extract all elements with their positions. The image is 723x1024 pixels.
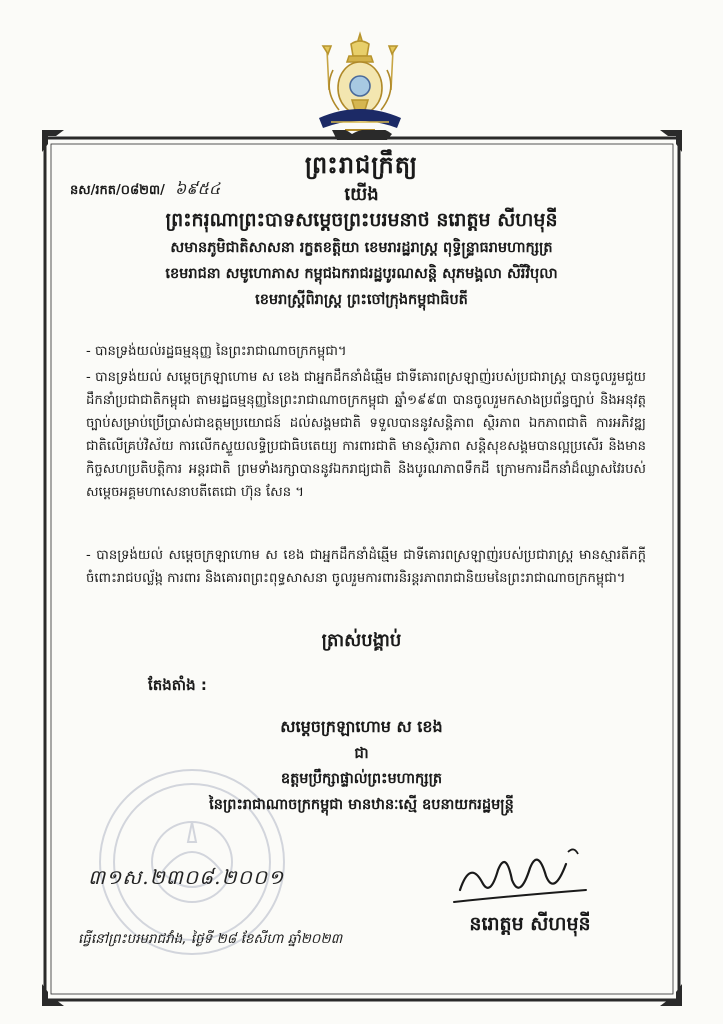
article-label: តែងតាំង : — [148, 676, 207, 694]
king-title-line-3: ខេមរាស្ត្រីពិរាស្ត្រ ព្រះចៅក្រុងកម្ពុជាធិបតី — [255, 292, 468, 308]
appointee-role-line-1: ឧត្តមប្រឹក្សាផ្ទាល់ព្រះមហាក្សត្រ — [280, 771, 443, 787]
king-title-line-2: ខេមរាជនា សមូហោភាស កម្ពុជឯករាជរដ្ឋបូរណសន្តិ សុភមង្គលា សិរីវិបុលា — [165, 266, 558, 282]
royal-signature — [450, 840, 590, 910]
consideration-paragraph-2: - បានទ្រង់យល់ សម្តេចក្រឡាហោម ស ខេង ជាអ្នកដឹកនាំដំឆ្មើម ជាទីគោរពស្រឡាញ់របស់ប្រជារាស្ត្រ បានចូលរួមជួយដឹកនាំប្រជាជាតិកម្ពុជា តាមរដ្ឋធម្មនុញ្ញនៃព្រះរាជាណាចក្រកម្ពុជា ឆ្នាំ១៩៩៣ បានចូលរួមកសាងប្រព័ន្ធច្បាប់ និងអនុវត្តច្បាប់សម្រាប់ប្រើប្រាស់ជាឧត្តមប្រយោជន៍ ដល់សង្គមជាតិ ទទួលបាននូវសន្តិភាព ស្ថិរភាព ឯកភាពជាតិ ការអភិវឌ្ឍជាតិលើគ្រប់វិស័យ ការលើកស្ទួយលទ្ធិប្រជាធិបតេយ្យ ការពារជាតិ មានស្ថិរភាព សន្តិសុខសង្គមបានល្អប្រសើរ និងមានកិច្ចសហប្រតិបត្តិការ អន្តរជាតិ ព្រមទាំងរក្សាបាននូវឯករាជ្យជាតិ និងបូរណភាពទឹកដី ក្រោមការដឹកនាំដ៏ឈ្លាសវៃរបស់ សម្តេចអគ្គមហាសេនាបតីតេជោ ហ៊ុន សែន ។ — [86, 370, 646, 500]
we-heading: យើង — [344, 184, 379, 205]
appointee-role-line-2: នៃព្រះរាជាណាចក្រកម្ពុជា មានឋានៈស្មើ ឧបនាយករដ្ឋមន្ត្រី — [209, 797, 514, 813]
appointee-as: ជា — [354, 744, 369, 762]
handwritten-date: ៣១ស.២៣០៨.២០០១ — [88, 865, 285, 889]
place-and-date: ធ្វើនៅព្រះបរមរាជវាំង, ថ្ងៃទី ២៨ ខែសីហា ឆ្នាំ២០២៣ — [78, 931, 343, 947]
signer-name: នរោត្តម សីហមុនី — [469, 913, 591, 935]
consideration-paragraph-3: - បានទ្រង់យល់ សម្តេចក្រឡាហោម ស ខេង ជាអ្នកដឹកនាំដំឆ្មើម ជាទីគោរពស្រឡាញ់របស់ប្រជារាស្ត្រ មានស្មារតីភក្តីចំពោះរាជបល្ល័ង្ក ការពារ និងគោរពព្រះពុទ្ធសាសនា ចូលរួមការពារនិរន្តរភាពរាជានិយមនៃព្រះរាជាណាចក្រកម្ពុជា។ — [86, 548, 646, 586]
decree-heading: ត្រាស់បង្គាប់ — [321, 630, 402, 651]
king-name-line: ព្រះករុណាព្រះបាទសម្តេចព្រះបរមនាថ នរោត្តម សីហមុនី — [165, 209, 558, 231]
king-title-line-1: សមានភូមិជាតិសាសនា រក្ខតខត្តិយា ខេមរារដ្ឋរាស្ត្រ ពុទ្ធិន្ទ្រាធរាមហាក្សត្រ — [170, 240, 553, 256]
document-number-printed: នស/រកត/០៨២៣/ — [70, 183, 165, 198]
consideration-paragraph-1: - បានទ្រង់យល់រដ្ឋធម្មនុញ្ញ នៃព្រះរាជាណាចក្រកម្ពុជា។ — [86, 344, 347, 359]
document-number-handwritten: ៦៩៥៤ — [174, 179, 221, 198]
royal-coat-of-arms-emblem — [305, 30, 415, 138]
appointee-name: សម្តេចក្រឡាហោម ស ខេង — [280, 717, 443, 736]
document-title: ព្រះរាជក្រឹត្យ — [304, 151, 419, 179]
